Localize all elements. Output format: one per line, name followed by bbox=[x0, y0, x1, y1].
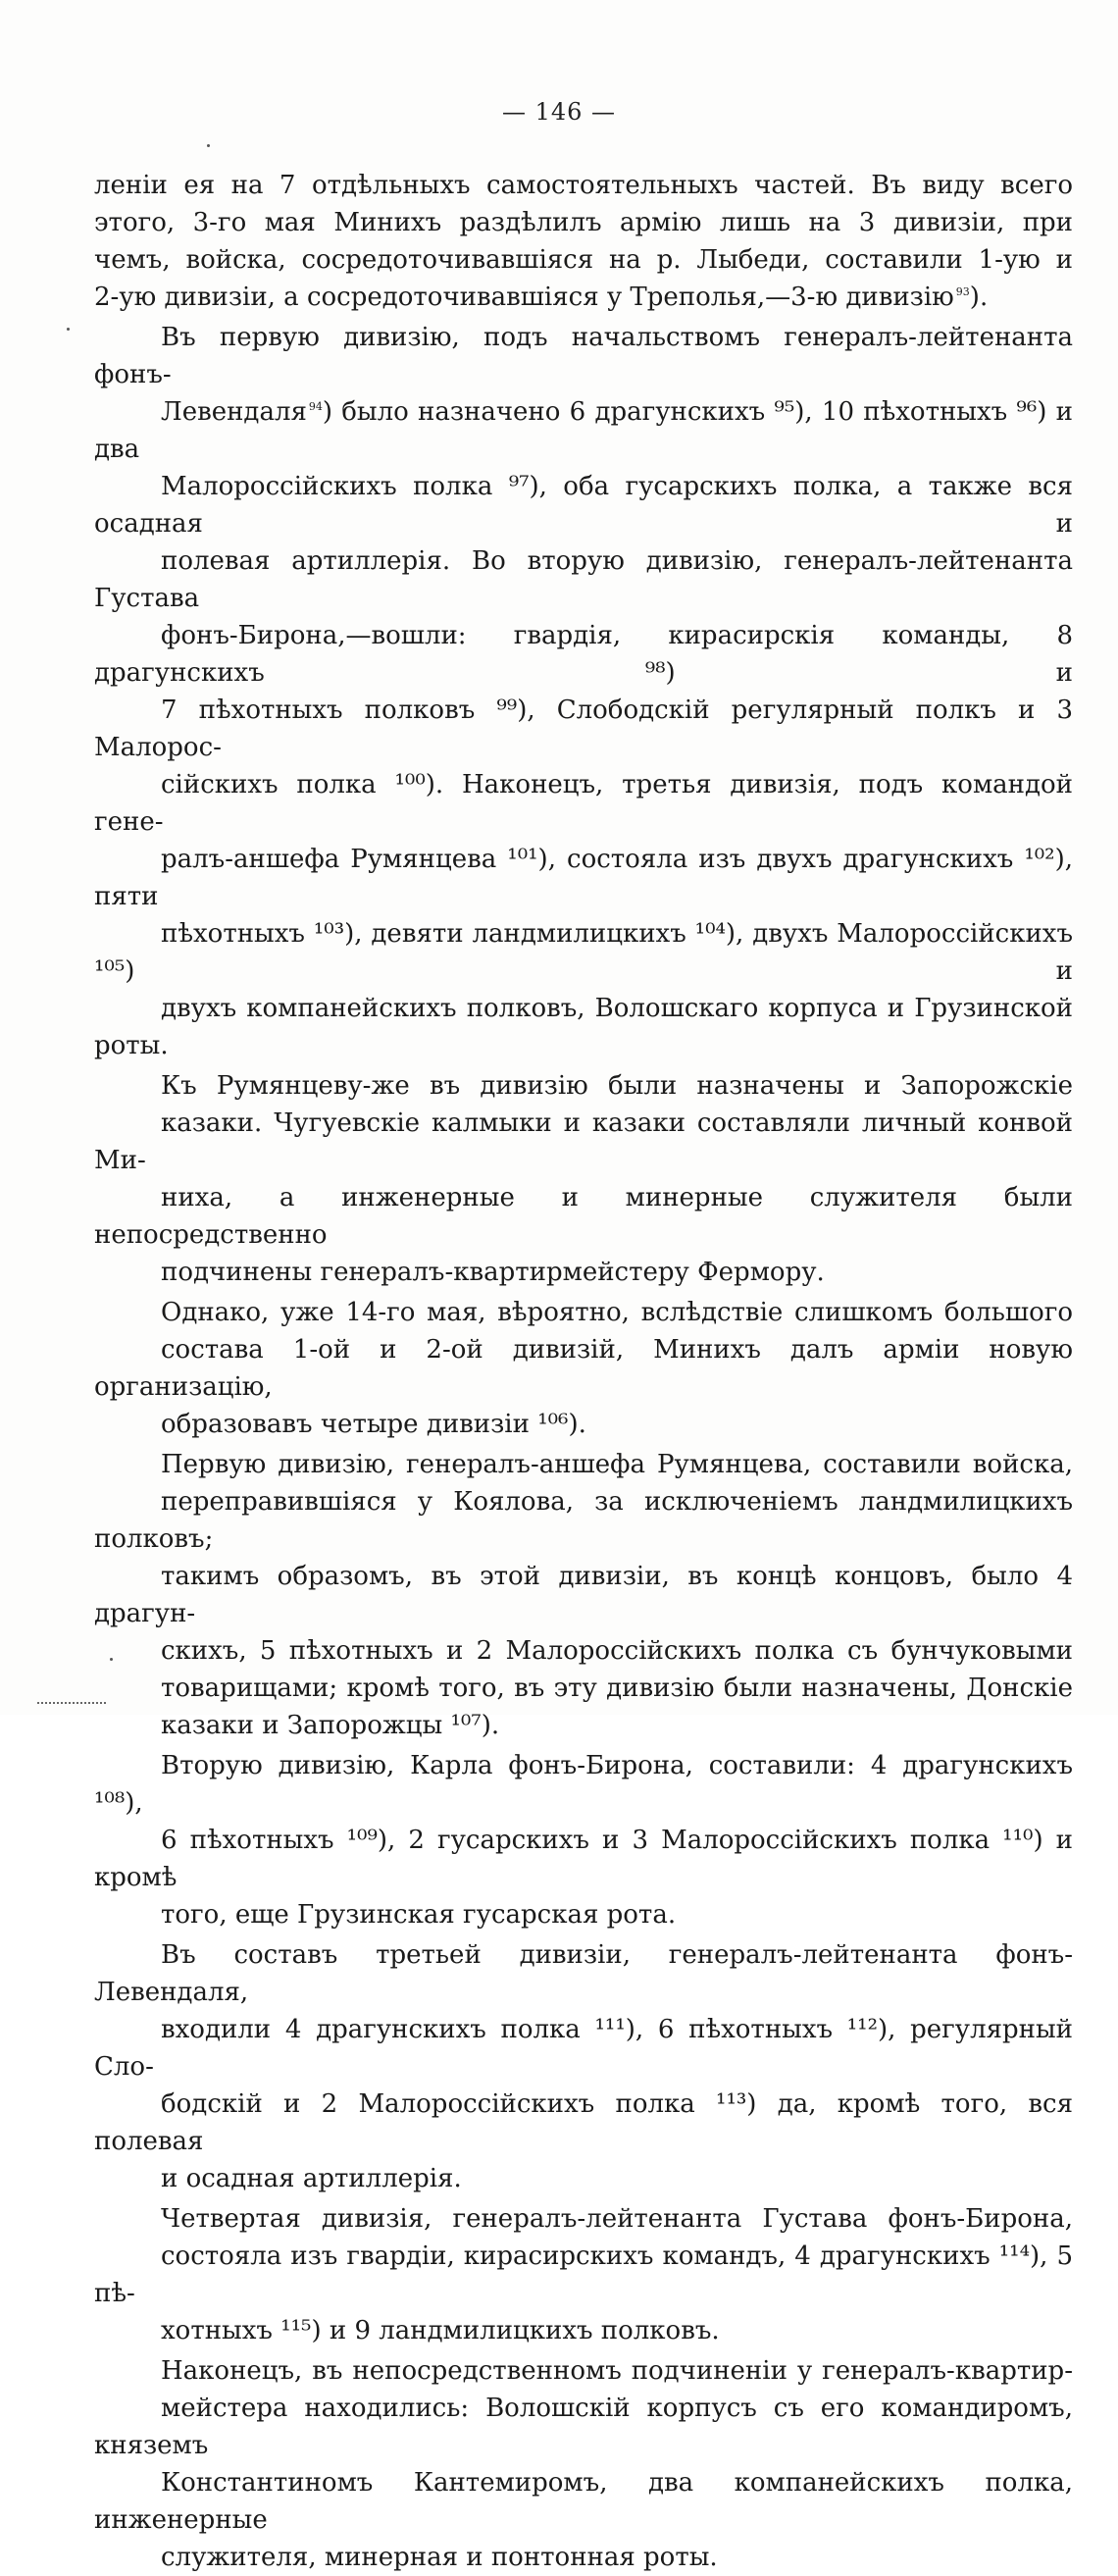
line-text: входили 4 драгунскихъ полка ¹¹¹), 6 пѣхотныхъ ¹¹²), регулярный Сло- bbox=[94, 2015, 1073, 2082]
paragraph bbox=[94, 2200, 1073, 2349]
line-text: 7 пѣхотныхъ полковъ ⁹⁹), Слободскій регулярный полкъ и 3 Малорос- bbox=[94, 696, 1073, 762]
line-text: Константиномъ Кантемиромъ, два компанейскихъ полка, инженерные bbox=[94, 2468, 1073, 2535]
text-line bbox=[94, 204, 1073, 241]
text-line bbox=[94, 1067, 1073, 1105]
line-text: Однако, уже 14-го мая, вѣроятно, вслѣдствіе слишкомъ большого bbox=[161, 1298, 1073, 1327]
text-line bbox=[94, 1294, 1073, 1331]
line-text: ралъ-аншефа Румянцева ¹⁰¹), состояла изъ двухъ драгунскихъ ¹⁰²), пяти bbox=[94, 845, 1073, 911]
print-speck bbox=[110, 1658, 113, 1661]
text-line bbox=[94, 1747, 1073, 1822]
line-text: этого, 3-го мая Минихъ раздѣлилъ армію лишь на 3 дивизіи, при bbox=[94, 208, 1073, 237]
text-line bbox=[94, 2200, 1073, 2238]
line-text: скихъ, 5 пѣхотныхъ и 2 Малороссійскихъ полка съ бунчуковыми bbox=[161, 1636, 1073, 1666]
text-line bbox=[94, 1446, 1073, 1483]
paragraph bbox=[94, 1294, 1073, 1443]
line-text: Въ составъ третьей дивизіи, генералъ-лейтенанта фонъ-Левендаля, bbox=[94, 1940, 1073, 2007]
text-line bbox=[94, 1179, 1073, 1254]
text-line bbox=[94, 319, 1073, 393]
line-text: 2-ую дивизіи, а сосредоточивавшіяся у Треполья,—3-ю дивизію bbox=[94, 283, 954, 312]
line-text: фонъ-Бирона,—вошли: гвардія, кирасирскія команды, 8 драгунскихъ ⁹⁸) и bbox=[94, 621, 1073, 688]
paragraph bbox=[94, 319, 1073, 1064]
body-text bbox=[94, 167, 1073, 2576]
paragraph bbox=[94, 167, 1073, 316]
print-edge-mark bbox=[37, 1702, 106, 1708]
text-line bbox=[94, 915, 1073, 990]
paragraph bbox=[94, 2352, 1073, 2576]
line-text: Къ Румянцеву-же въ дивизію были назначены и Запорожскіе bbox=[161, 1071, 1073, 1101]
text-line bbox=[94, 468, 1073, 542]
text-line bbox=[94, 692, 1073, 766]
print-speck bbox=[207, 144, 210, 147]
text-line bbox=[94, 841, 1073, 915]
text-line bbox=[94, 1558, 1073, 1632]
text-line bbox=[94, 766, 1073, 841]
line-text: Левендаля bbox=[161, 397, 307, 427]
line-text: двухъ компанейскихъ полковъ, Волошскаго корпуса и Грузинской роты. bbox=[94, 994, 1073, 1060]
paragraph bbox=[94, 1936, 1073, 2197]
text-line bbox=[94, 542, 1073, 617]
text-line bbox=[94, 2352, 1073, 2390]
page-number: — 146 — bbox=[501, 98, 617, 126]
text-line bbox=[94, 2086, 1073, 2160]
text-line bbox=[94, 1707, 1073, 1744]
text-line bbox=[94, 2464, 1073, 2539]
line-text: того, еще Грузинская гусарская рота. bbox=[161, 1900, 677, 1930]
text-line bbox=[94, 241, 1073, 279]
text-line bbox=[94, 1406, 1073, 1443]
text-line bbox=[94, 1632, 1073, 1670]
line-text: казаки и Запорожцы ¹⁰⁷). bbox=[161, 1711, 500, 1740]
text-line bbox=[94, 1822, 1073, 1896]
text-line bbox=[94, 2160, 1073, 2197]
text-line bbox=[94, 1105, 1073, 1179]
footnote-ref: 94 bbox=[308, 400, 323, 414]
paragraph bbox=[94, 1067, 1073, 1291]
line-text: ниха, а инженерные и минерные служителя были непосредственно bbox=[94, 1183, 1073, 1250]
text-line bbox=[94, 393, 1073, 468]
print-speck bbox=[67, 328, 70, 331]
paragraph bbox=[94, 1446, 1073, 1744]
line-text: и осадная артиллерія. bbox=[161, 2164, 462, 2193]
text-line bbox=[94, 1896, 1073, 1933]
line-text: переправившіяся у Коялова, за исключеніемъ ландмилицкихъ полковъ; bbox=[94, 1487, 1073, 1554]
line-text: такимъ образомъ, въ этой дивизіи, въ концѣ концовъ, было 4 драгун- bbox=[94, 1562, 1073, 1628]
line-text: состава 1-ой и 2-ой дивизій, Минихъ далъ арміи новую организацію, bbox=[94, 1335, 1073, 1402]
text-line bbox=[94, 2238, 1073, 2312]
line-text-tail: ) было назначено 6 драгунскихъ ⁹⁵), 10 пѣхотныхъ ⁹⁶) и два bbox=[94, 397, 1073, 464]
line-text: образовавъ четыре дивизіи ¹⁰⁶). bbox=[161, 1410, 586, 1439]
line-text: полевая артиллерія. Во вторую дивизію, генералъ-лейтенанта Густава bbox=[94, 546, 1073, 613]
line-text: хотныхъ ¹¹⁵) и 9 ландмилицкихъ полковъ. bbox=[161, 2316, 720, 2345]
text-line bbox=[94, 1331, 1073, 1406]
text-line bbox=[94, 2539, 1073, 2576]
text-line bbox=[94, 1936, 1073, 2011]
line-text: товарищами; кромѣ того, въ эту дивизію были назначены, Донскіе bbox=[161, 1674, 1073, 1703]
line-text: 6 пѣхотныхъ ¹⁰⁹), 2 гусарскихъ и 3 Малороссійскихъ полка ¹¹⁰) и кромѣ bbox=[94, 1826, 1073, 1892]
line-text: чемъ, войска, сосредоточивавшіяся на р. Лыбеди, составили 1-ую и bbox=[94, 245, 1073, 275]
line-text: сійскихъ полка ¹⁰⁰). Наконецъ, третья дивизія, подъ командой гене- bbox=[94, 770, 1073, 837]
line-text: бодскій и 2 Малороссійскихъ полка ¹¹³) да, кромѣ того, вся полевая bbox=[94, 2089, 1073, 2156]
line-text: Первую дивизію, генералъ-аншефа Румянцева, составили войска, bbox=[161, 1450, 1073, 1479]
line-text: пѣхотныхъ ¹⁰³), девяти ландмилицкихъ ¹⁰⁴), двухъ Малороссійскихъ ¹⁰⁵) и bbox=[94, 919, 1073, 986]
line-text: служителя, минерная и понтонная роты. bbox=[161, 2543, 718, 2572]
line-text: состояла изъ гвардіи, кирасирскихъ командъ, 4 драгунскихъ ¹¹⁴), 5 пѣ- bbox=[94, 2241, 1073, 2308]
text-line bbox=[94, 2312, 1073, 2349]
line-text: Четвертая дивизія, генералъ-лейтенанта Густава фонъ-Бирона, bbox=[161, 2204, 1073, 2234]
line-text-tail: ). bbox=[969, 283, 989, 312]
footnote-ref: 93 bbox=[955, 285, 970, 299]
text-line bbox=[94, 1670, 1073, 1707]
line-text: Вторую дивизію, Карла фонъ-Бирона, составили: 4 драгунскихъ ¹⁰⁸), bbox=[94, 1751, 1073, 1818]
text-line bbox=[94, 617, 1073, 692]
text-line bbox=[94, 1483, 1073, 1558]
text-line bbox=[94, 990, 1073, 1064]
text-line bbox=[94, 2390, 1073, 2464]
paragraph bbox=[94, 1747, 1073, 1933]
text-line bbox=[94, 279, 1073, 316]
text-line bbox=[94, 2011, 1073, 2086]
line-text: Наконецъ, въ непосредственномъ подчиненіи у генералъ-квартир- bbox=[161, 2356, 1073, 2386]
text-line bbox=[94, 1254, 1073, 1291]
line-text: мейстера находились: Волошскій корпусъ съ его командиромъ, княземъ bbox=[94, 2394, 1073, 2460]
line-text: Въ первую дивизію, подъ начальствомъ генералъ-лейтенанта фонъ- bbox=[94, 323, 1073, 389]
line-text: леніи ея на 7 отдѣльныхъ самостоятельныхъ частей. Въ виду всего bbox=[94, 171, 1073, 200]
line-text: Малороссійскихъ полка ⁹⁷), оба гусарскихъ полка, а также вся осадная и bbox=[94, 472, 1073, 539]
line-text: подчинены генералъ-квартирмейстеру Фермору. bbox=[161, 1258, 825, 1287]
line-text: казаки. Чугуевскіе калмыки и казаки составляли личный конвой Ми- bbox=[94, 1108, 1073, 1175]
text-line bbox=[94, 167, 1073, 204]
